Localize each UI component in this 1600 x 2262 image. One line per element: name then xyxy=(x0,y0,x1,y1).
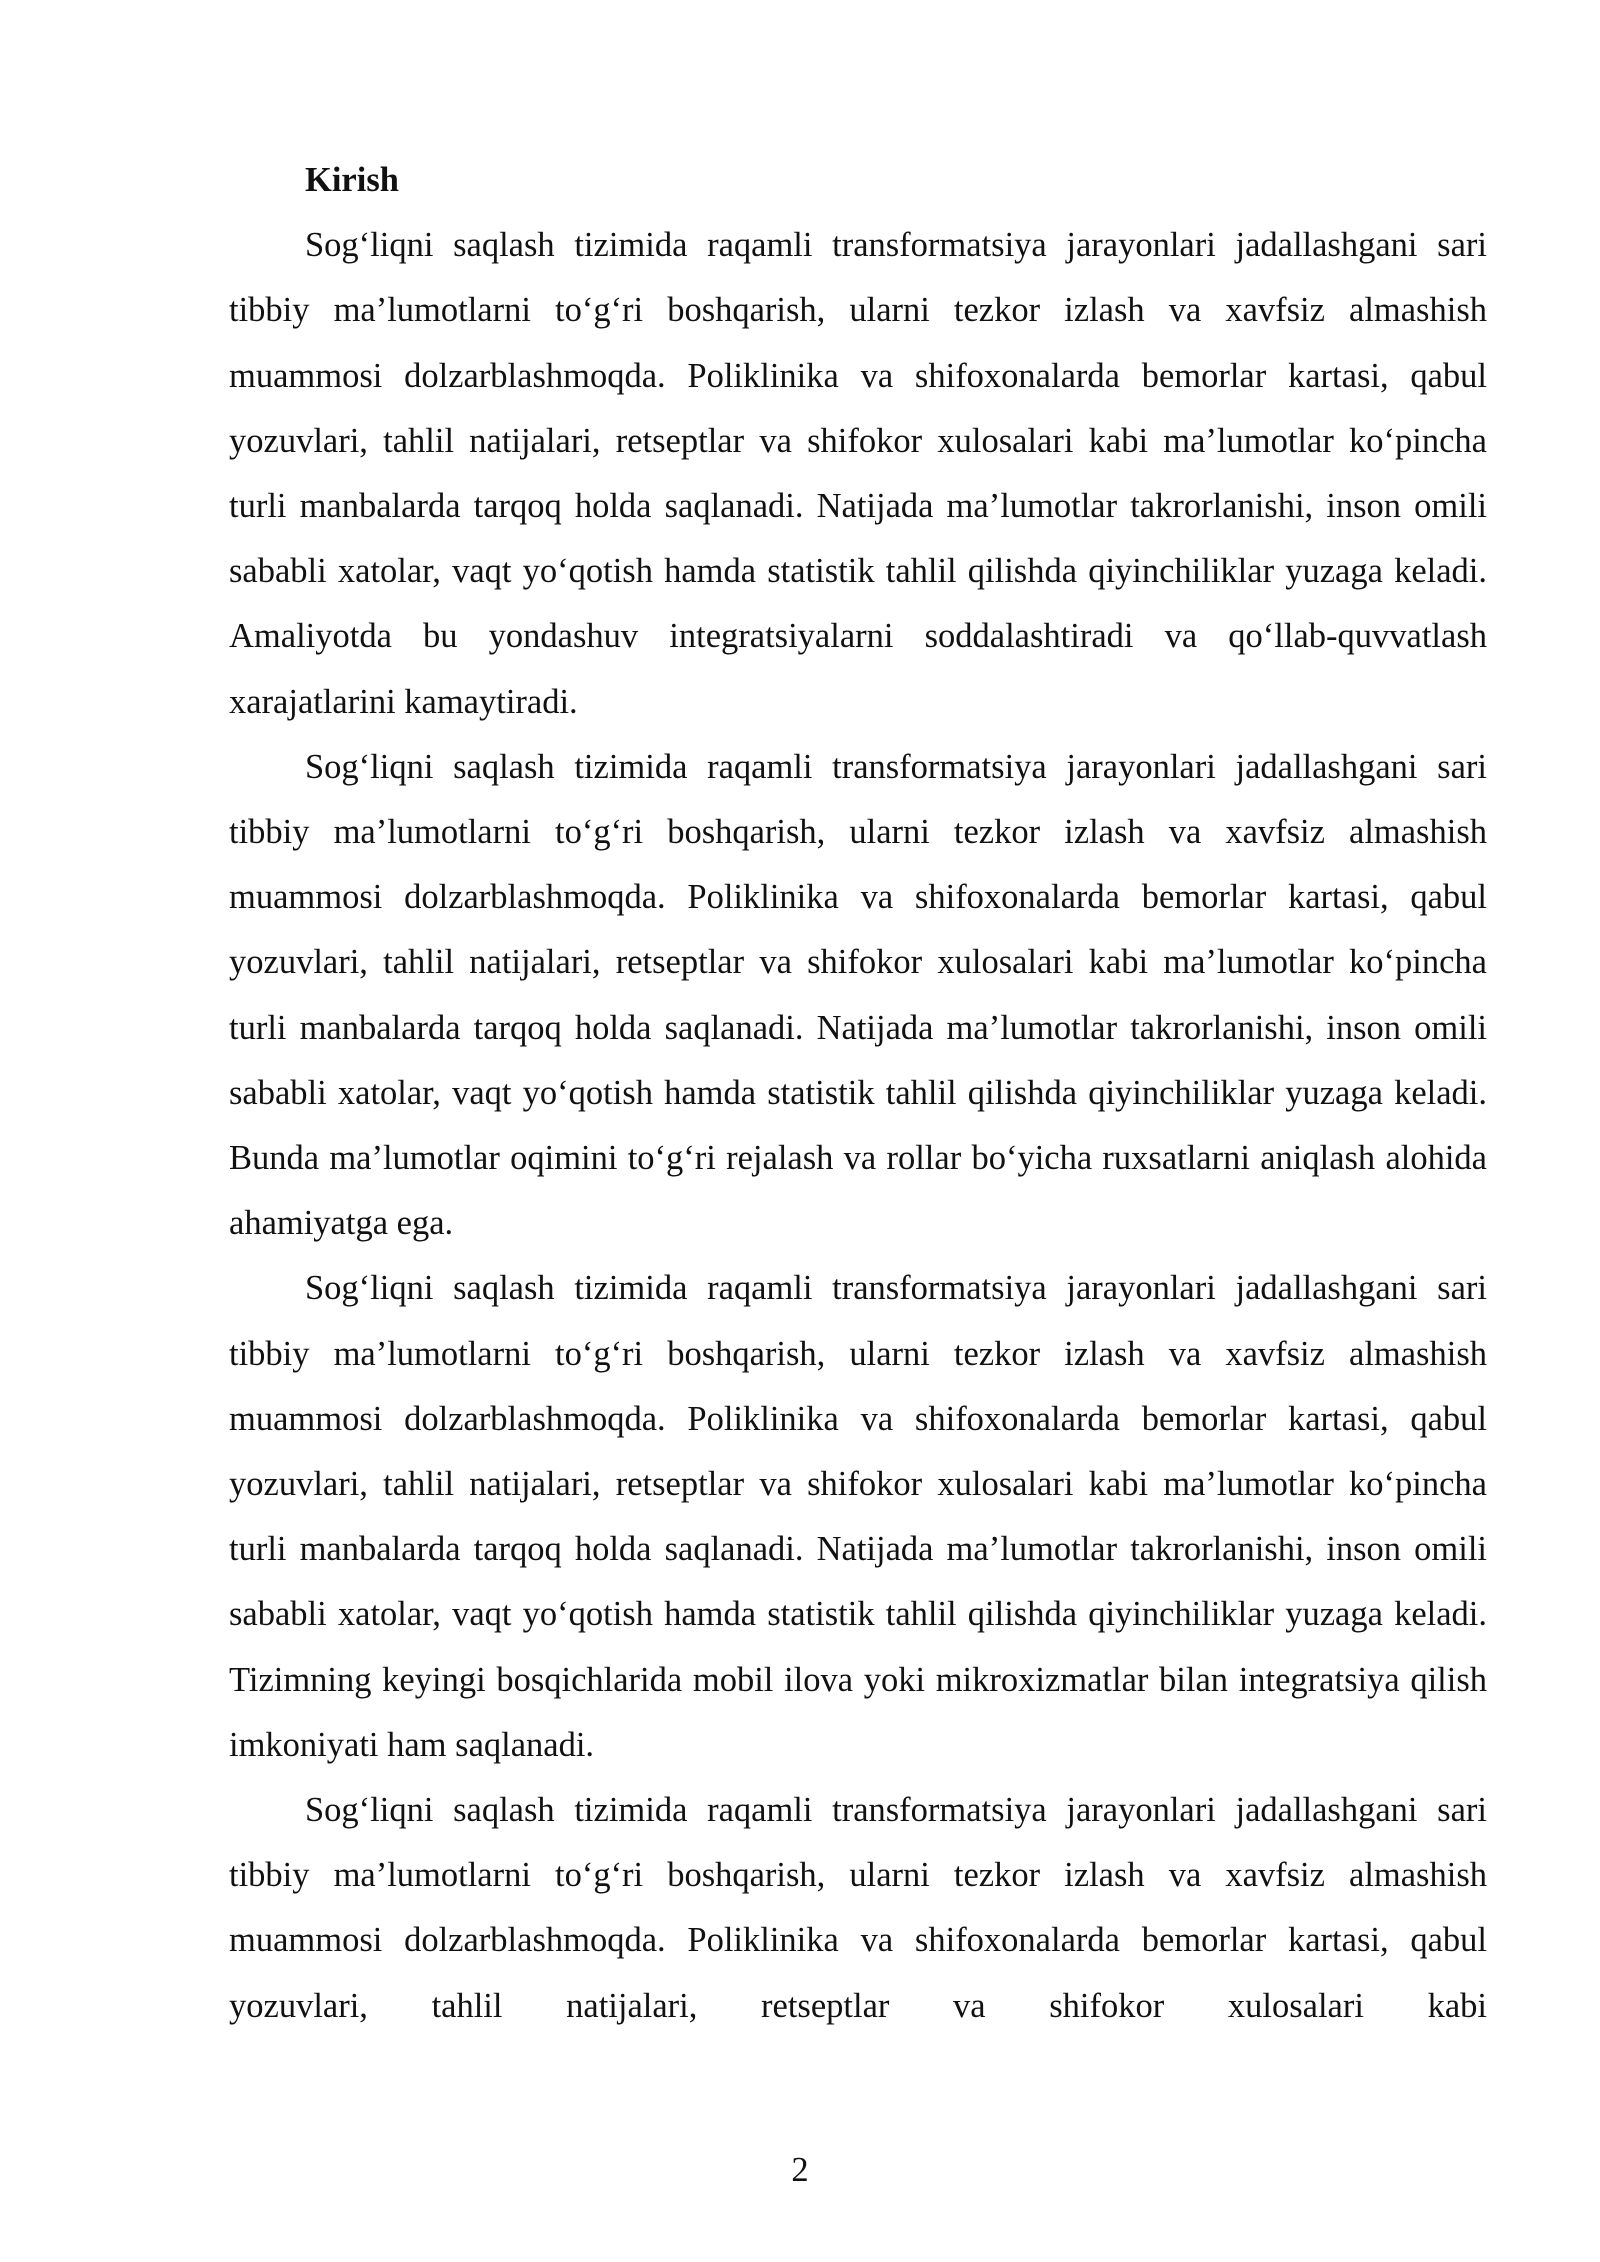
paragraph-3: Sog‘liqni saqlash tizimida raqamli transformatsiya jarayonlari jadallashgani sari tibbiy ma’lumotlarni to‘g‘ri boshqarish, ularni tezkor izlash va xavfsiz almashish muammosi dolzarblashmoqda. Poliklinika va shifoxonalarda bemorlar kartasi, qabul yozuvlari, tahlil natijalari, retseptlar va shifokor xulosalari kabi ma’lumotlar ko‘pincha turli manbalarda tarqoq holda saqlanadi. Natijada ma’lumotlar takrorlanishi, inson omili sababli xatolar, vaqt yo‘qotish hamda statistik tahlil qilishda qiyinchiliklar yuzaga keladi. Tizimning keyingi bosqichlarida mobil ilova yoki mikroxizmatlar bilan integratsiya qilish imkoniyati ham saqlanadi. xyxy=(229,1269,1487,1764)
paragraph-4: Sog‘liqni saqlash tizimida raqamli transformatsiya jarayonlari jadallashgani sari tibbiy ma’lumotlarni to‘g‘ri boshqarish, ularni tezkor izlash va xavfsiz almashish muammosi dolzarblashmoqda. Poliklinika va shifoxonalarda bemorlar kartasi, qabul yozuvlari, tahlil natijalari, retseptlar va shifokor xulosalari kabi xyxy=(229,1791,1487,2025)
section-heading: Kirish xyxy=(305,161,399,199)
paragraph-1: Sog‘liqni saqlash tizimida raqamli transformatsiya jarayonlari jadallashgani sari tibbiy ma’lumotlarni to‘g‘ri boshqarish, ularni tezkor izlash va xavfsiz almashish muammosi dolzarblashmoqda. Poliklinika va shifoxonalarda bemorlar kartasi, qabul yozuvlari, tahlil natijalari, retseptlar va shifokor xulosalari kabi ma’lumotlar ko‘pincha turli manbalarda tarqoq holda saqlanadi. Natijada ma’lumotlar takrorlanishi, inson omili sababli xatolar, vaqt yo‘qotish hamda statistik tahlil qilishda qiyinchiliklar yuzaga keladi. Amaliyotda bu yondashuv integratsiyalarni soddalashtiradi va qo‘llab-quvvatlash xarajatlarini kamaytiradi. xyxy=(229,226,1487,721)
page-body xyxy=(229,148,1487,2039)
paragraph-2: Sog‘liqni saqlash tizimida raqamli transformatsiya jarayonlari jadallashgani sari tibbiy ma’lumotlarni to‘g‘ri boshqarish, ularni tezkor izlash va xavfsiz almashish muammosi dolzarblashmoqda. Poliklinika va shifoxonalarda bemorlar kartasi, qabul yozuvlari, tahlil natijalari, retseptlar va shifokor xulosalari kabi ma’lumotlar ko‘pincha turli manbalarda tarqoq holda saqlanadi. Natijada ma’lumotlar takrorlanishi, inson omili sababli xatolar, vaqt yo‘qotish hamda statistik tahlil qilishda qiyinchiliklar yuzaga keladi. Bunda ma’lumotlar oqimini to‘g‘ri rejalash va rollar bo‘yicha ruxsatlarni aniqlash alohida ahamiyatga ega. xyxy=(229,747,1487,1243)
page-number: 2 xyxy=(791,2151,809,2189)
